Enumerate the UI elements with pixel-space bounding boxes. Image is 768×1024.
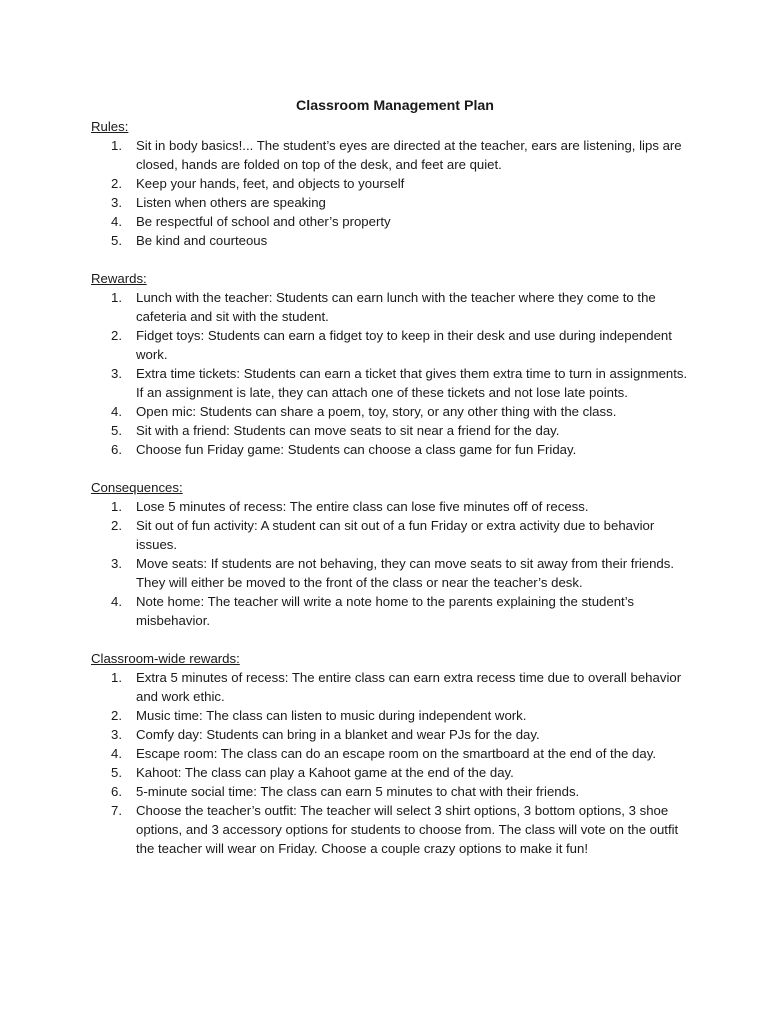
list-item [91, 554, 691, 592]
item-number: 4. [111, 746, 122, 761]
section-rewards [91, 269, 691, 459]
list-item [91, 497, 691, 516]
list-item [91, 421, 691, 440]
item-number: 5. [111, 423, 122, 438]
item-number: 3. [111, 195, 122, 210]
item-number: 2. [111, 518, 122, 533]
item-text: Listen when others are speaking [136, 195, 326, 210]
item-number: 7. [111, 803, 122, 818]
item-text: Move seats: If students are not behaving, they can move seats to sit away from their friends. They will either be moved to the front of the class or near the teacher’s desk. [136, 556, 675, 590]
item-number: 4. [111, 404, 122, 419]
item-text: Lunch with the teacher: Students can earn lunch with the teacher where they come to the cafeteria and sit with the student. [136, 290, 656, 324]
item-number: 4. [111, 214, 122, 229]
item-text: Kahoot: The class can play a Kahoot game at the end of the day. [136, 765, 514, 780]
item-number: 3. [111, 556, 122, 571]
item-text: Keep your hands, feet, and objects to yourself [136, 176, 405, 191]
document-body [91, 96, 691, 877]
item-number: 3. [111, 366, 122, 381]
list-item [91, 440, 691, 459]
list-item [91, 706, 691, 725]
item-text: Extra time tickets: Students can earn a ticket that gives them extra time to turn in assignments. If an assignment is late, they can attach one of these tickets and not lose late points. [136, 366, 688, 400]
list-item [91, 212, 691, 231]
item-text: Sit out of fun activity: A student can sit out of a fun Friday or extra activity due to behavior issues. [136, 518, 655, 552]
list-item [91, 668, 691, 706]
item-text: Be kind and courteous [136, 233, 268, 248]
list-item [91, 763, 691, 782]
item-number: 6. [111, 784, 122, 799]
item-number: 2. [111, 328, 122, 343]
list-item [91, 288, 691, 326]
consequences-list [91, 497, 691, 630]
item-number: 5. [111, 233, 122, 248]
item-text: 5-minute social time: The class can earn 5 minutes to chat with their friends. [136, 784, 580, 799]
item-text: Extra 5 minutes of recess: The entire class can earn extra recess time due to overall behavior and work ethic. [136, 670, 682, 704]
list-item [91, 193, 691, 212]
list-item [91, 801, 691, 858]
list-item [91, 174, 691, 193]
item-text: Music time: The class can listen to music during independent work. [136, 708, 527, 723]
item-number: 1. [111, 138, 122, 153]
section-heading: Classroom-wide rewards: [91, 651, 240, 666]
item-number: 1. [111, 670, 122, 685]
item-text: Sit with a friend: Students can move seats to sit near a friend for the day. [136, 423, 560, 438]
rules-list [91, 136, 691, 250]
list-item [91, 402, 691, 421]
item-number: 2. [111, 176, 122, 191]
classroom-wide-rewards-list [91, 668, 691, 858]
item-number: 3. [111, 727, 122, 742]
item-text: Choose the teacher’s outfit: The teacher will select 3 shirt options, 3 bottom options, 3 shoe options, and 3 accessory options for students to choose from. The class will vote on the outfit the teacher will wear on Friday. Choose a couple crazy options to make it fun! [136, 803, 679, 856]
item-text: Lose 5 minutes of recess: The entire class can lose five minutes off of recess. [136, 499, 589, 514]
item-text: Comfy day: Students can bring in a blanket and wear PJs for the day. [136, 727, 540, 742]
item-text: Be respectful of school and other’s property [136, 214, 391, 229]
rewards-list [91, 288, 691, 459]
list-item [91, 231, 691, 250]
list-item [91, 516, 691, 554]
list-item [91, 782, 691, 801]
item-number: 5. [111, 765, 122, 780]
item-number: 1. [111, 499, 122, 514]
item-text: Choose fun Friday game: Students can choose a class game for fun Friday. [136, 442, 577, 457]
item-text: Note home: The teacher will write a note home to the parents explaining the student’s misbehavior. [136, 594, 635, 628]
item-number: 2. [111, 708, 122, 723]
section-heading: Rules: [91, 119, 129, 134]
page-title: Classroom Management Plan [296, 98, 494, 114]
section-heading: Rewards: [91, 271, 147, 286]
list-item [91, 326, 691, 364]
item-number: 1. [111, 290, 122, 305]
item-text: Sit in body basics!... The student’s eyes are directed at the teacher, ears are listening, lips are closed, hands are folded on top of the desk, and feet are quiet. [136, 138, 682, 172]
list-item [91, 592, 691, 630]
section-heading: Consequences: [91, 480, 183, 495]
list-item [91, 136, 691, 174]
list-item [91, 744, 691, 763]
section-consequences [91, 478, 691, 630]
section-rules [91, 117, 691, 250]
item-text: Open mic: Students can share a poem, toy, story, or any other thing with the class. [136, 404, 617, 419]
item-text: Fidget toys: Students can earn a fidget toy to keep in their desk and use during independent work. [136, 328, 672, 362]
list-item [91, 364, 691, 402]
list-item [91, 725, 691, 744]
item-number: 4. [111, 594, 122, 609]
section-classroom-wide-rewards [91, 649, 691, 858]
item-number: 6. [111, 442, 122, 457]
item-text: Escape room: The class can do an escape room on the smartboard at the end of the day. [136, 746, 656, 761]
